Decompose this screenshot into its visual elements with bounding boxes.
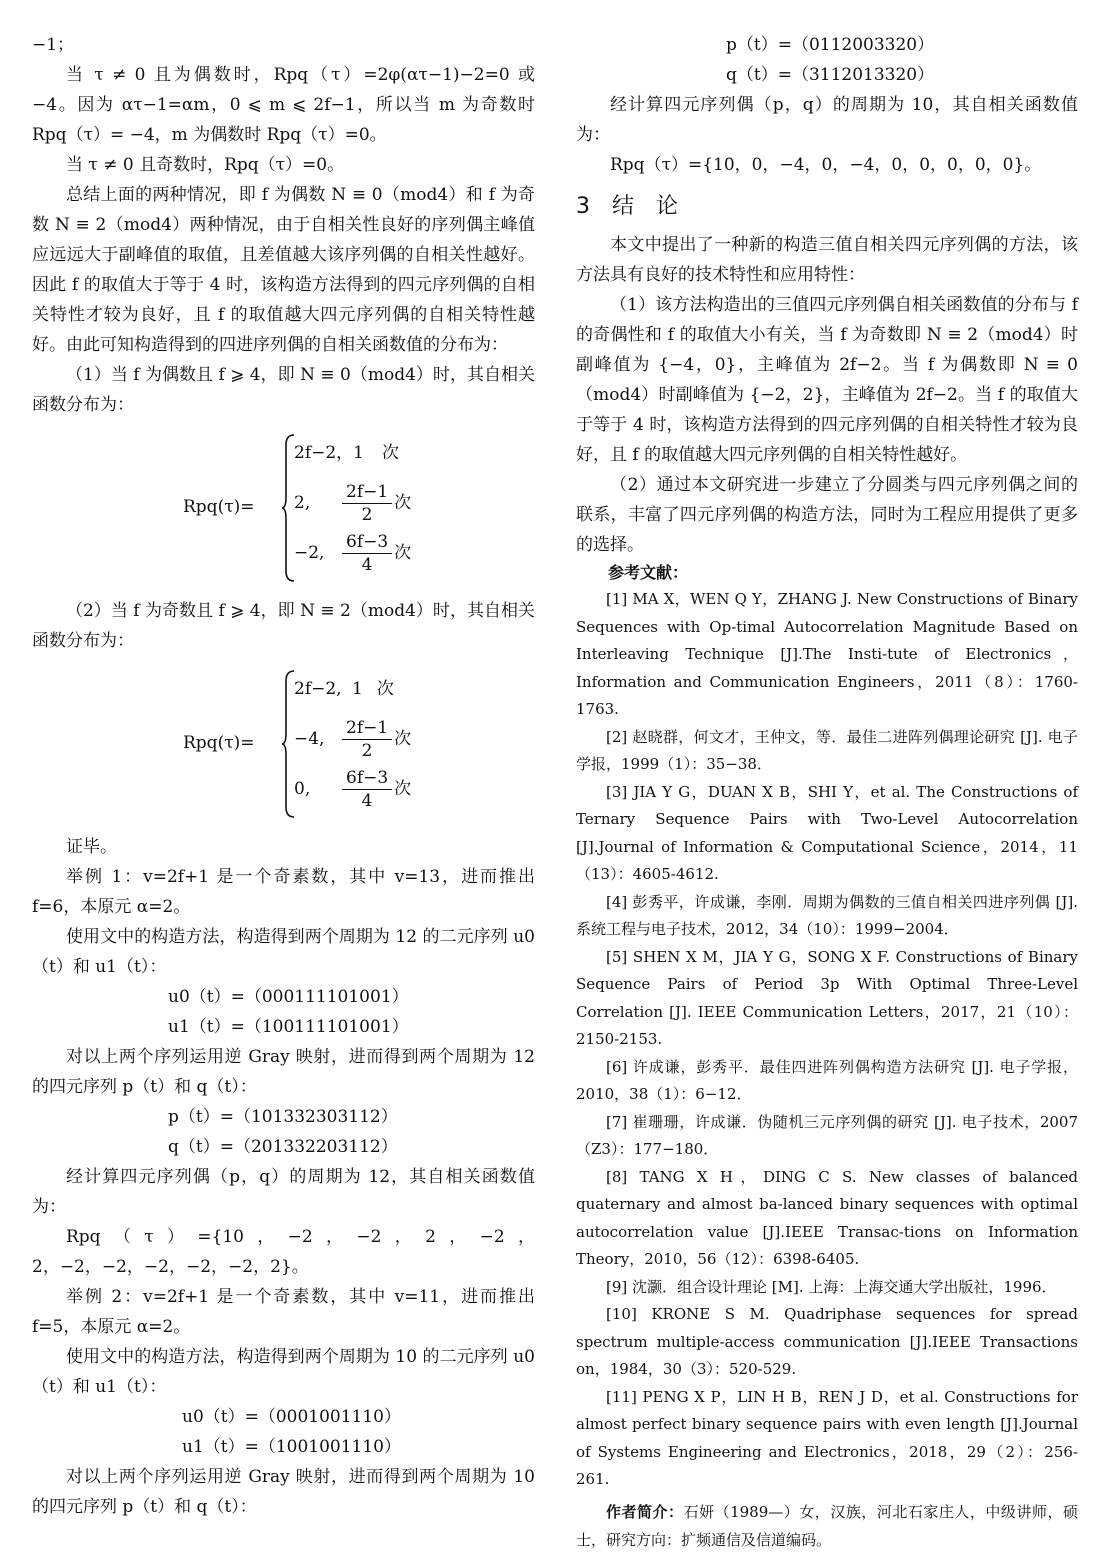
paragraph: 举例 2：v=2f+1 是一个奇素数，其中 v=11，进而推出 f=5，本原元 α=2。 — [32, 1287, 535, 1337]
paragraph: 经计算四元序列偶（p，q）的周期为 12，其自相关函数值为： — [32, 1167, 535, 1217]
fraction: $\frac{2f-1}{2}$ — [342, 717, 392, 762]
paragraph: （2）通过本文研究进一步建立了分圆类与四元序列偶之间的联系，丰富了四元序列偶的构造方法，同时为工程应用提供了更多的选择。 — [576, 475, 1078, 555]
reference-item: [9] 沈灏．组合设计理论 [M]. 上海：上海交通大学出版社，1996． — [606, 1277, 1057, 1296]
fraction: $\frac{6f-3}{4}$ — [342, 767, 392, 812]
left-column — [32, 30, 535, 1522]
references-list — [576, 586, 1078, 1494]
paragraph: 对以上两个序列运用逆 Gray 映射，进而得到两个周期为 12 的四元序列 p（t）和 q（t）： — [32, 1047, 535, 1097]
piecewise-formula-odd — [32, 664, 535, 824]
formula-case: 0, $\frac{6f-3}{4}$ 次 — [294, 767, 412, 811]
equation-line: u1（t）=（100111101001） — [168, 1017, 409, 1037]
equation-line: u0（t）=（000111101001） — [168, 987, 409, 1007]
author-bio-text: 石妍（1989—）女，汉族，河北石家庄人，中级讲师，硕士，研究方向：扩频通信及信道编码。 — [576, 1502, 1078, 1549]
paragraph: 对以上两个序列运用逆 Gray 映射，进而得到两个周期为 10 的四元序列 p（t）和 q（t）： — [32, 1467, 535, 1517]
paragraph: Rpq（τ）={10，0，−4，0，−4，0，0，0，0，0}。 — [610, 155, 1042, 175]
formula-lhs: Rpq(τ)= — [183, 497, 255, 517]
references-title: 参考文献： — [608, 563, 689, 582]
paragraph: 总结上面的两种情况，即 f 为偶数 N ≡ 0（mod4）和 f 为奇数 N ≡ 2（mod4）两种情况，由于自相关性良好的序列偶主峰值应远远大于副峰值的取值，且差值越大该序列偶的自相关性越好。因此 f 的取值大于等于 4 时，该构造方法得到的四元序列偶的自相关特性才较为良好，且 f 的取值越大四元序列偶的自相关特性越好。由此可知构造得到的四进序列偶的自相关函数值的分布为： — [32, 185, 535, 355]
paragraph: Rpq（τ）={10，−2，−2，2，−2，2，−2，−2，−2，−2，−2，2}。 — [32, 1227, 535, 1277]
formula-lhs: Rpq(τ)= — [183, 733, 255, 753]
author-bio-label: 作者简介： — [606, 1502, 684, 1521]
formula-cases — [294, 428, 411, 578]
author-bio — [576, 1498, 1078, 1554]
formula-case: −2, $\frac{6f-3}{4}$ 次 — [294, 531, 412, 575]
equation-line: q（t）=（3112013320） — [726, 65, 935, 85]
equation-line: p（t）=（0112003320） — [726, 35, 935, 55]
paragraph: 经计算四元序列偶（p，q）的周期为 10，其自相关函数值为： — [576, 95, 1078, 145]
equation-line: u0（t）=（0001001110） — [182, 1407, 401, 1427]
reference-item: [1] MA X，WEN Q Y，ZHANG J. New Constructions of Binary Sequences with Op-timal Autocorrelation Magnitude Based on Interleaving Technique [J].The Insti-tute of Electronics，Information and Communication Engineers，2011（8）：1760-1763. — [576, 590, 1078, 718]
reference-item: [6] 许成谦，彭秀平．最佳四进阵列偶构造方法研究 [J]. 电子学报，2010，38（1）：6−12． — [576, 1057, 1078, 1103]
formula-case: 2f−2, 1 次 — [294, 679, 394, 699]
paragraph: 举例 1：v=2f+1 是一个奇素数，其中 v=13，进而推出 f=6，本原元 α=2。 — [32, 867, 535, 917]
fraction: $\frac{2f-1}{2}$ — [342, 481, 392, 526]
reference-item: [4] 彭秀平，许成谦，李刚．周期为偶数的三值自相关四进序列偶 [J]. 系统工程与电子技术，2012，34（10）：1999−2004． — [576, 892, 1078, 938]
paragraph: 使用文中的构造方法，构造得到两个周期为 10 的二元序列 u0（t）和 u1（t）： — [32, 1347, 535, 1397]
right-column — [576, 30, 1078, 1554]
reference-item: [10] KRONE S M. Quadriphase sequences for spread spectrum multiple-access communication [J].IEEE Transactions on，1984，30（3）：520-529. — [576, 1305, 1078, 1378]
paragraph: 当 τ ≠ 0 且为偶数时，Rpq（τ）=2φ(ατ−1)−2=0 或 −4。因为 ατ−1=αm，0 ⩽ m ⩽ 2f−1，所以当 m 为奇数时 Rpq（τ）= −4，m 为偶数时 Rpq（τ）=0。 — [32, 65, 535, 145]
section-heading: 3 结 论 — [576, 194, 678, 219]
equation-line: q（t）=（201332203112） — [168, 1137, 398, 1157]
paragraph: −1； — [32, 35, 75, 55]
paragraph: （1）当 f 为偶数且 f ⩾ 4，即 N ≡ 0（mod4）时，其自相关函数分布为： — [32, 365, 535, 415]
reference-item: [3] JIA Y G，DUAN X B，SHI Y，et al. The Constructions of Ternary Sequence Pairs with Two-Level Autocorrelation [J].Journal of Information & Computational Science，2014，11（13）：4605-4612. — [576, 782, 1078, 883]
piecewise-formula-even — [32, 428, 535, 588]
formula-cases — [294, 664, 411, 814]
reference-item: [2] 赵晓群，何文才，王仲文，等．最佳二进阵列偶理论研究 [J]. 电子学报，1999（1）：35−38． — [576, 727, 1078, 773]
paragraph: （2）当 f 为奇数且 f ⩾ 4，即 N ≡ 2（mod4）时，其自相关函数分布为： — [32, 601, 535, 651]
reference-item: [5] SHEN X M，JIA Y G，SONG X F. Constructions of Binary Sequence Pairs of Period 3p With Optimal Three-Level Correlation [J]. IEEE Communication Letters，2017，21（10）：2150-2153. — [576, 947, 1078, 1048]
fraction: $\frac{6f-3}{4}$ — [342, 531, 392, 576]
reference-item: [11] PENG X P，LIN H B，REN J D，et al. Constructions for almost perfect binary sequence pairs with even length [J].Journal of Systems Engineering and Electronics，2018，29（2）：256-261. — [576, 1387, 1078, 1488]
paragraph: 本文中提出了一种新的构造三值自相关四元序列偶的方法，该方法具有良好的技术特性和应用特性： — [576, 235, 1078, 285]
paragraph: 证毕。 — [66, 837, 117, 857]
reference-item: [7] 崔珊珊，许成谦．伪随机三元序列偶的研究 [J]. 电子技术，2007（Z3）：177−180． — [576, 1112, 1078, 1158]
formula-case: 2, $\frac{2f-1}{2}$ 次 — [294, 481, 412, 525]
paragraph: 使用文中的构造方法，构造得到两个周期为 12 的二元序列 u0（t）和 u1（t）： — [32, 927, 535, 977]
paragraph: 当 τ ≠ 0 且奇数时，Rpq（τ）=0。 — [66, 155, 345, 175]
paragraph: （1）该方法构造出的三值四元序列偶自相关函数值的分布与 f 的奇偶性和 f 的取值大小有关，当 f 为奇数即 N ≡ 2（mod4）时副峰值为 {−4，0}，主峰值为 2f−2。当 f 为偶数即 N ≡ 0（mod4）时副峰值为 {−2，2}，主峰值为 2f−2。当 f 的取值大于等于 4 时，该构造方法得到的四元序列偶的自相关特性才较为良好，且 f 的取值越大四元序列偶的自相关特性越好。 — [576, 295, 1078, 465]
equation-line: u1（t）=（1001001110） — [182, 1437, 401, 1457]
reference-item: [8] TANG X H，DING C S. New classes of balanced quaternary and almost ba-lanced binary sequences with optimal autocorrelation value [J].IEEE Transac-tions on Information Theory，2010，56（12）：6398-6405. — [576, 1167, 1078, 1268]
equation-line: p（t）=（101332303112） — [168, 1107, 398, 1127]
formula-case: 2f−2，1 次 — [294, 443, 399, 463]
formula-case: −4, $\frac{2f-1}{2}$ 次 — [294, 717, 412, 761]
